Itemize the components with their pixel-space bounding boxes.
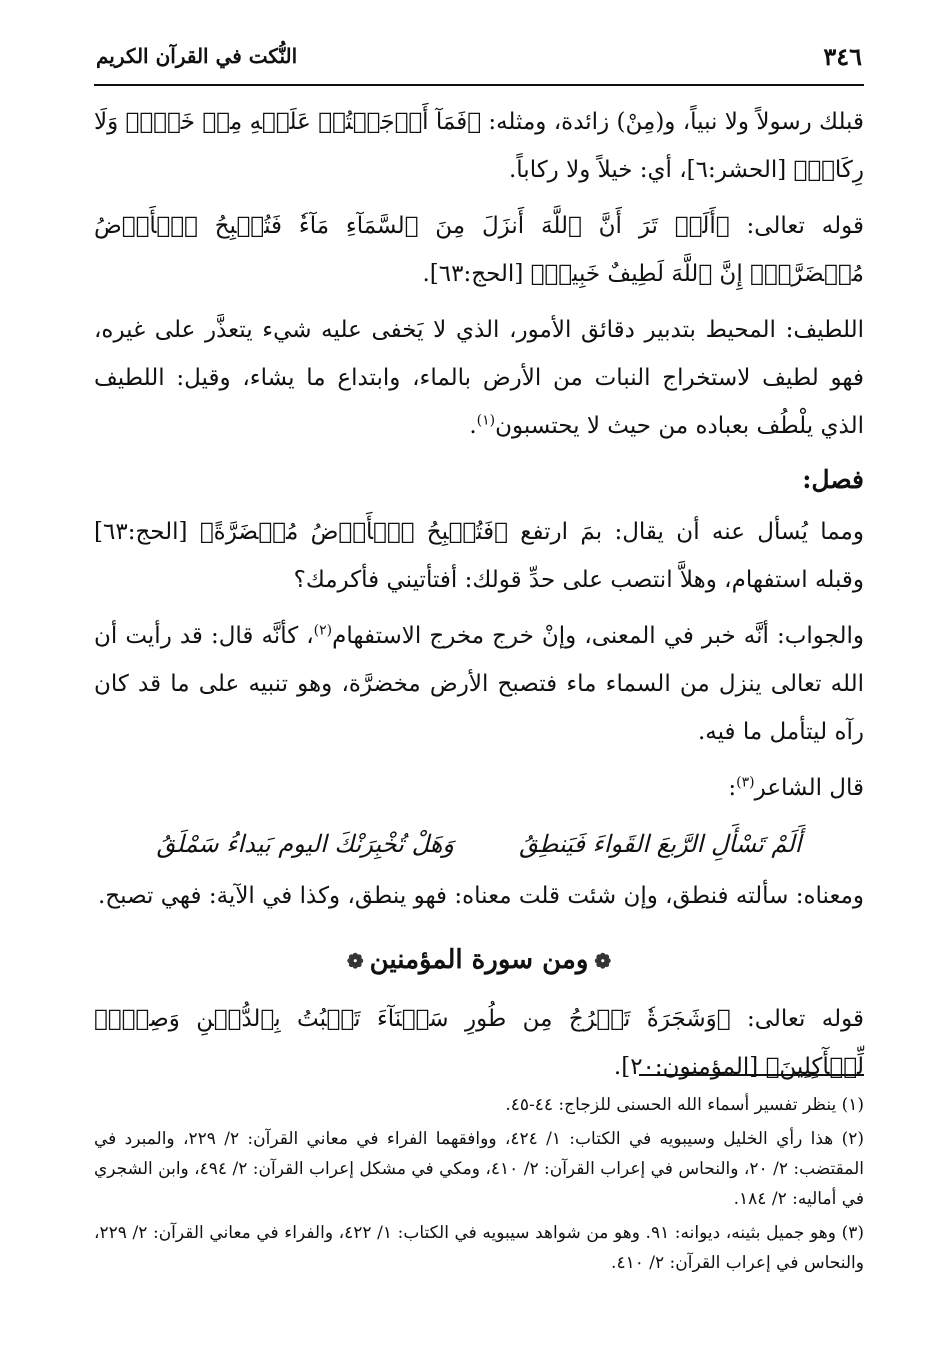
footnote-2: (٢) هذا رأي الخليل وسيبويه في الكتاب: ١/ ٤٢٤، ووافقهما الفراء في معاني القرآن: ٢/ ٢٢٩، والمبرد في المقتضب: ٢/ ٢٠، والنحاس في إعراب القرآن: ٢/ ٤١٠، ومكي في مشكل إعراب القرآن: ٢/ ٤٩٤، وابن الشجري في أماليه: ٢/ ١٨٤. [94,1129,865,1209]
ornament-icon: ❁ [346,949,364,973]
paragraph-7: ومعناه: سألته فنطق، وإن شئت قلت معناه: فهو ينطق، وكذا في الآية: فهي تصبح. [98,883,864,909]
running-title: النُّكت في القرآن الكريم [96,44,298,68]
paragraph-3-end: . [469,413,477,439]
ornament-icon: ❁ [594,949,612,973]
paragraph-3-text: اللطيف: المحيط بتدبير دقائق الأمور، الذي لا يَخفى عليه شيء يتعذَّر على غيره، فهو لطيف لاستخراج النبات من الأرض بالماء، وابتداع ما يشاء، وقيل: اللطيف الذي يلْطُف بعباده من حيث لا يحتسبون [94,317,864,439]
paragraph-5 [94,612,864,756]
verse-second-hemistich: وَهَلْ تُخْبِرَنْكَ اليوم بَيداءُ سَمْلَقُ [156,830,455,858]
paragraph-6 [94,764,864,812]
paragraph-3 [94,306,864,450]
paragraph-4: ومما يُسأل عنه أن يقال: بمَ ارتفع ﴿فَتُصۡبِحُ ٱلۡأَرۡضُ مُخۡضَرَّةً﴾ [الحج:٦٣] وقبله استفهام، وهلاَّ انتصب على حدِّ قولك: أفتأتيني فأكرمك؟ [94,519,864,593]
paragraph-1: قبلك رسولاً ولا نبياً، و(مِنْ) زائدة، ومثله: ﴿فَمَآ أَوۡجَفۡتُمۡ عَلَيۡهِ مِنۡ خَيۡلٖ وَلَا رِكَابٖ﴾ [الحشر:٦]، أي: خيلاً ولا ركاباً. [94,109,864,183]
paragraph-5-start: والجواب: أنَّه خبر في المعنى، وإنْ خرج مخرج الاستفهام [332,623,864,649]
footnotes [94,1090,864,1282]
paragraph-2: قوله تعالى: ﴿أَلَمۡ تَرَ أَنَّ ٱللَّهَ أَنزَلَ مِنَ ٱلسَّمَآءِ مَآءٗ فَتُصۡبِحُ ٱلۡأَرۡضُ مُخۡضَرَّةًۚ إِنَّ ٱللَّهَ لَطِيفٌ خَبِيرٞ﴾ [الحج:٦٣]. [94,213,864,287]
verse-first-hemistich: أَلَمْ تَسْأَلِ الرَّبعَ القَواءَ فَيَنطِقُ [519,830,802,858]
main-text [94,98,864,1099]
paragraph-6-end: : [728,775,737,801]
page-header [96,36,862,76]
header-rule [94,84,864,86]
poetry-verse [124,820,834,868]
footnote-ref-3: (٣) [736,774,755,791]
footnote-3: (٣) وهو جميل بثينه، ديوانه: ٩١. وهو من شواهد سيبويه في الكتاب: ١/ ٤٢٢، والفراء في معاني القرآن: ٢/ ٢٢٩، والنحاس في إعراب القرآن: ٢/ ٤١٠. [94,1223,864,1273]
section-heading: فصل: [802,465,864,494]
paragraph-6-text: قال الشاعر [754,775,864,801]
paragraph-8: قوله تعالى: ﴿وَشَجَرَةٗ تَخۡرُجُ مِن طُورِ سَيۡنَآءَ تَنۢبُتُ بِٱلدُّهۡنِ وَصِبۡغٖ لِّلۡأٓكِلِينَ﴾ [المؤمنون:٢٠]. [94,1006,864,1080]
footnote-1: (١) ينظر تفسير أسماء الله الحسنى للزجاج: ٤٤-٤٥. [505,1095,864,1115]
footnote-rule [639,1074,864,1076]
surah-heading [94,936,864,985]
paragraph-5-end: ، كأنَّه قال: قد رأيت أن الله تعالى ينزل من السماء ماء فتصبح الأرض مخضرَّة، وهو تنبيه على ما قد كان رآه ليتأمل ما فيه. [94,623,864,745]
page-number: ٣٤٦ [823,41,862,71]
footnote-ref-1: (١) [476,412,496,429]
footnote-ref-2: (٢) [313,622,333,639]
surah-title: ومن سورة المؤمنين [369,945,589,975]
